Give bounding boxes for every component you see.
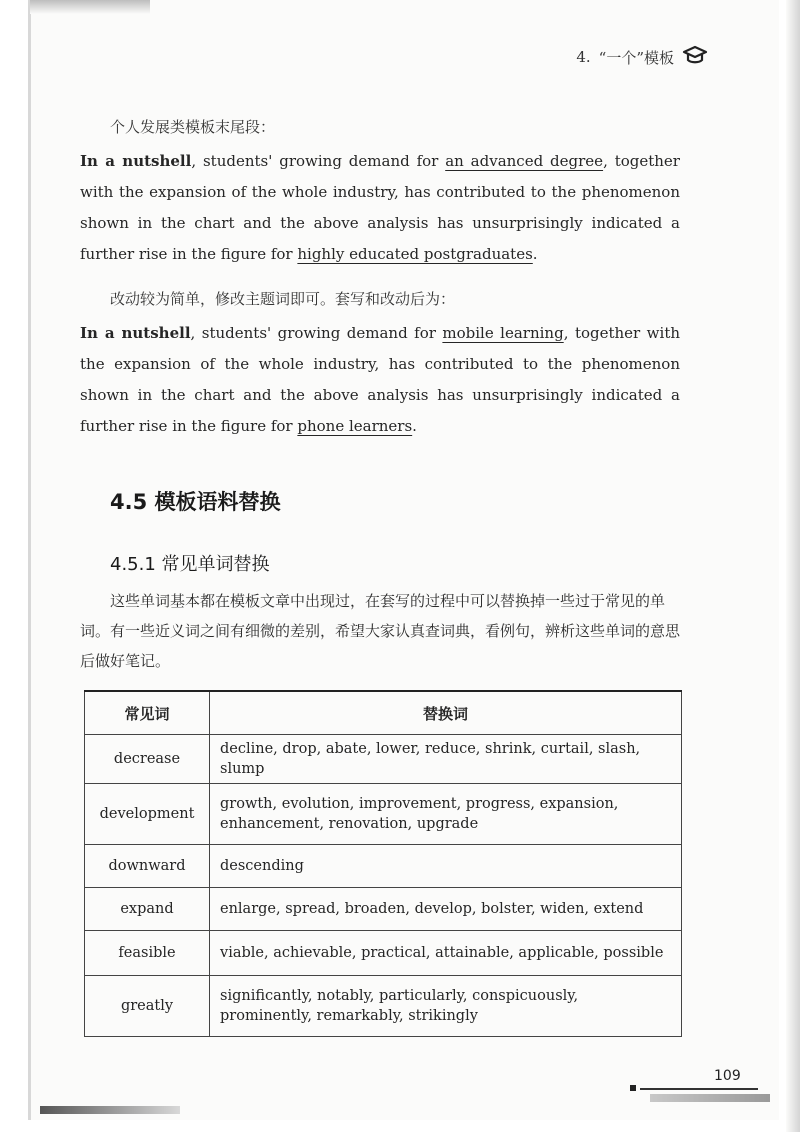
replacement-cell: descending xyxy=(210,845,682,888)
page-number: 109 xyxy=(714,1068,741,1084)
replacement-cell: decline, drop, abate, lower, reduce, shrink, curtail, slash, slump xyxy=(210,735,682,784)
common-word-cell: feasible xyxy=(85,931,210,976)
chapter-title: “一个”模板 xyxy=(598,48,674,67)
scan-shadow-bottom xyxy=(40,1106,180,1114)
replacement-cell: viable, achievable, practical, attainable, applicable, possible xyxy=(210,931,682,976)
scan-shadow-right xyxy=(786,0,800,1132)
footer-decoration-square xyxy=(630,1085,636,1091)
table-row xyxy=(85,888,682,931)
table-row xyxy=(85,784,682,845)
table-row xyxy=(85,976,682,1037)
graduation-cap-icon xyxy=(682,44,708,70)
topic-phrase-underlined: mobile learning xyxy=(442,324,564,342)
topic-phrase-underlined: an advanced degree xyxy=(445,152,604,170)
column-header-replacements: 替换词 xyxy=(210,691,682,735)
replacement-cell: enlarge, spread, broaden, develop, bolster, widen, extend xyxy=(210,888,682,931)
para-text: , together with the expansion of the whole industry, has contributed to the phenomenon shown in the chart and the above analysis has unsurprisingly indicated a further rise in the figure for xyxy=(80,152,680,263)
para-text: . xyxy=(412,417,417,435)
scan-shadow-top xyxy=(30,0,150,14)
section-heading: 4.5 模板语料替换 xyxy=(110,490,281,514)
common-word-cell: decrease xyxy=(85,735,210,784)
topic-phrase-underlined: phone learners xyxy=(297,417,413,435)
para-text: , students' growing demand for xyxy=(190,324,443,342)
replacement-cell: significantly, notably, particularly, conspicuously, prominently, remarkably, strikingly xyxy=(210,976,682,1037)
intro-paragraph: 这些单词基本都在模板文章中出现过，在套写的过程中可以替换掉一些过于常见的单词。有一些近义词之间有细微的差别，希望大家认真查词典，看例句，辨析这些单词的意思后做好笔记。 xyxy=(80,592,681,670)
table-header-row xyxy=(85,691,682,735)
modified-paragraph xyxy=(80,318,680,442)
phrase-bold: In a nutshell xyxy=(80,324,191,342)
running-header xyxy=(576,44,708,70)
common-word-cell: development xyxy=(85,784,210,845)
common-word-cell: downward xyxy=(85,845,210,888)
chapter-number: 4. xyxy=(576,48,591,66)
common-word-cell: greatly xyxy=(85,976,210,1037)
original-paragraph xyxy=(80,146,680,270)
template-ending-label: 个人发展类模板末尾段： xyxy=(110,118,276,136)
para-text: . xyxy=(532,245,538,263)
table-row xyxy=(85,931,682,976)
table-row xyxy=(85,845,682,888)
replacement-cell: growth, evolution, improvement, progress, expansion, enhancement, renovation, upgrade xyxy=(210,784,682,845)
column-header-common-word: 常见词 xyxy=(85,691,210,735)
subsection-heading: 4.5.1 常见单词替换 xyxy=(110,554,270,575)
para-text: , students' growing demand for xyxy=(191,152,446,170)
phrase-bold: In a nutshell xyxy=(80,152,192,170)
topic-phrase-underlined: highly educated postgraduates xyxy=(297,245,533,263)
modification-label: 改动较为简单，修改主题词即可。套写和改动后为： xyxy=(110,290,456,308)
common-word-cell: expand xyxy=(85,888,210,931)
footer-decoration-bar xyxy=(650,1094,770,1102)
word-replacement-table xyxy=(84,690,682,1037)
footer-decoration-line xyxy=(640,1088,758,1090)
table-row xyxy=(85,735,682,784)
para-text: , together with the expansion of the whole industry, has contributed to the phenomenon shown in the chart and the above analysis has unsurprisingly indicated a further rise in the figure for xyxy=(80,324,681,435)
